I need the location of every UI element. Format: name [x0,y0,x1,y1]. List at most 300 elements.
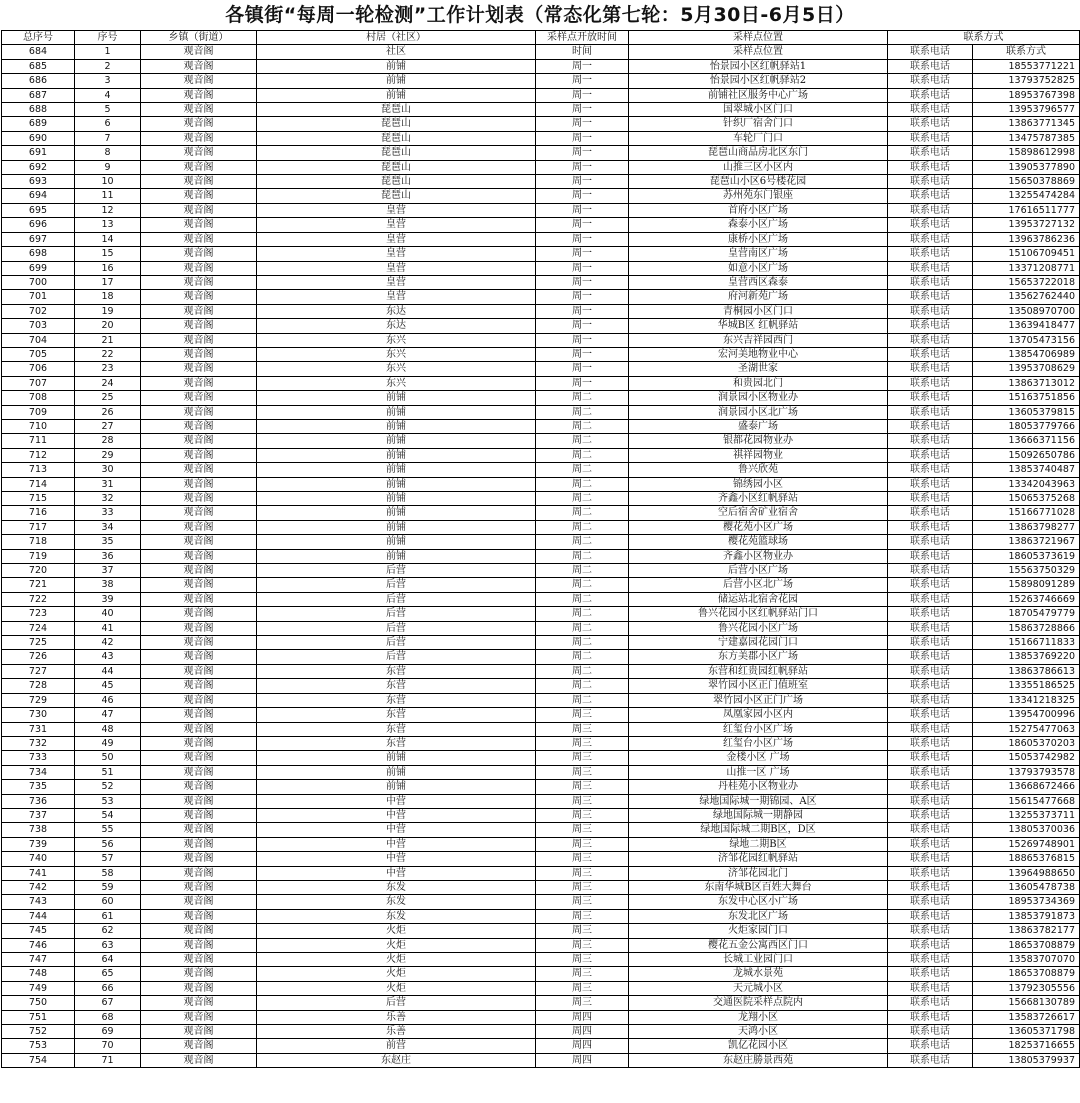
cell-village: 琵琶山 [257,146,536,160]
cell-location: 鲁兴欣苑 [629,463,888,477]
cell-phone: 13953796577 [973,103,1080,117]
cell-phone-label: 联系电话 [888,578,973,592]
cell-total-no: 708 [2,391,75,405]
cell-town: 观音阁 [141,463,257,477]
cell-village: 琵琶山 [257,160,536,174]
cell-seq-no: 42 [75,636,141,650]
cell-location: 绿地国际城一期静园 [629,808,888,822]
cell-village: 皇营 [257,290,536,304]
cell-town: 观音阁 [141,535,257,549]
cell-phone-label: 联系电话 [888,160,973,174]
table-row [2,304,1080,318]
cell-phone: 13605478738 [973,880,1080,894]
cell-phone: 13793752825 [973,74,1080,88]
cell-phone-label: 联系电话 [888,823,973,837]
cell-town: 观音阁 [141,967,257,981]
table-row [2,419,1080,433]
cell-phone-label: 联系电话 [888,203,973,217]
cell-time: 周一 [536,304,629,318]
cell-village: 皇营 [257,247,536,261]
cell-location: 红玺台小区广场 [629,722,888,736]
cell-phone-label: 联系电话 [888,895,973,909]
cell-time: 周三 [536,938,629,952]
cell-time: 周三 [536,852,629,866]
document-title: 各镇街“每周一轮检测”工作计划表（常态化第七轮：5月30日-6月5日） [225,4,855,26]
cell-town: 观音阁 [141,708,257,722]
cell-seq-no: 62 [75,924,141,938]
cell-location: 东南华城B区百姓大舞台 [629,880,888,894]
cell-village: 后营 [257,592,536,606]
cell-town: 观音阁 [141,924,257,938]
table-row [2,650,1080,664]
cell-phone-label: 联系电话 [888,434,973,448]
cell-location: 翠竹园小区正门值班室 [629,679,888,693]
cell-time: 周二 [536,520,629,534]
cell-phone: 15563750329 [973,564,1080,578]
cell-phone: 18605373619 [973,549,1080,563]
cell-village: 火炬 [257,981,536,995]
cell-town: 观音阁 [141,492,257,506]
cell-time: 周一 [536,218,629,232]
cell-total-no: 724 [2,621,75,635]
cell-phone: 15863728866 [973,621,1080,635]
cell-seq-no: 40 [75,607,141,621]
table-row [2,492,1080,506]
cell-town: 观音阁 [141,852,257,866]
cell-total-no: 735 [2,780,75,794]
cell-seq-no: 58 [75,866,141,880]
cell-village: 后营 [257,650,536,664]
cell-phone: 15275477063 [973,722,1080,736]
cell-town: 观音阁 [141,347,257,361]
cell-seq-no: 26 [75,405,141,419]
cell-time: 周三 [536,765,629,779]
cell-time: 周三 [536,823,629,837]
cell-location: 润景园小区北广场 [629,405,888,419]
cell-seq-no: 45 [75,679,141,693]
cell-total-no: 714 [2,477,75,491]
cell-phone-label: 联系电话 [888,59,973,73]
cell-town: 观音阁 [141,88,257,102]
cell-time: 周二 [536,405,629,419]
cell-village: 前铺 [257,448,536,462]
cell-total-no: 706 [2,362,75,376]
cell-phone-label: 联系电话 [888,708,973,722]
cell-time: 周二 [536,650,629,664]
cell-location: 齐鑫小区红帆驿站 [629,492,888,506]
cell-seq-no: 3 [75,74,141,88]
cell-location: 火炬家园门口 [629,924,888,938]
cell-town: 观音阁 [141,160,257,174]
cell-total-no: 715 [2,492,75,506]
cell-phone-label: 联系电话 [888,664,973,678]
cell-phone: 13954700996 [973,708,1080,722]
cell-location: 锦绣园小区 [629,477,888,491]
cell-location: 车轮厂门口 [629,131,888,145]
cell-seq-no: 7 [75,131,141,145]
cell-time: 周一 [536,319,629,333]
cell-town: 观音阁 [141,664,257,678]
cell-town: 观音阁 [141,722,257,736]
cell-seq-no: 66 [75,981,141,995]
cell-town: 观音阁 [141,304,257,318]
cell-phone-label: 联系电话 [888,520,973,534]
cell-town: 观音阁 [141,650,257,664]
cell-town: 观音阁 [141,981,257,995]
cell-phone: 15650378869 [973,175,1080,189]
cell-total-no: 720 [2,564,75,578]
cell-seq-no: 12 [75,203,141,217]
cell-seq-no: 2 [75,59,141,73]
cell-phone-label: 联系电话 [888,333,973,347]
cell-time: 周二 [536,664,629,678]
table-row [2,664,1080,678]
table-row [2,376,1080,390]
cell-phone-label: 联系电话 [888,218,973,232]
cell-time: 周一 [536,232,629,246]
cell-location: 皇营西区森泰 [629,275,888,289]
cell-total-no: 697 [2,232,75,246]
cell-phone: 13863721967 [973,535,1080,549]
cell-location: 东营和红贵园红帆驿站 [629,664,888,678]
cell-phone-label: 联系电话 [888,290,973,304]
cell-phone: 13953727132 [973,218,1080,232]
cell-village: 琵琶山 [257,103,536,117]
cell-village: 东兴 [257,362,536,376]
cell-town: 观音阁 [141,938,257,952]
cell-total-no: 709 [2,405,75,419]
cell-location: 储运站北宿舍花园 [629,592,888,606]
table-row [2,837,1080,851]
cell-location: 康桥小区广场 [629,232,888,246]
cell-total-no: 719 [2,549,75,563]
cell-phone: 18605370203 [973,736,1080,750]
cell-town: 观音阁 [141,1025,257,1039]
cell-phone-label: 联系电话 [888,1025,973,1039]
cell-village: 前铺 [257,463,536,477]
cell-town: 观音阁 [141,996,257,1010]
cell-total-no: 707 [2,376,75,390]
table-row [2,880,1080,894]
cell-town: 观音阁 [141,405,257,419]
cell-location: 首府小区广场 [629,203,888,217]
cell-town: 观音阁 [141,189,257,203]
cell-phone-label: 联系电话 [888,1010,973,1024]
table-row [2,736,1080,750]
cell-phone-label: 联系电话 [888,621,973,635]
cell-town: 观音阁 [141,275,257,289]
table-row [2,722,1080,736]
table-row [2,852,1080,866]
cell-phone: 13255474284 [973,189,1080,203]
cell-phone: 18653708879 [973,967,1080,981]
cell-time: 周二 [536,564,629,578]
cell-village: 皇营 [257,275,536,289]
cell-seq-no: 48 [75,722,141,736]
cell-seq-no: 71 [75,1053,141,1067]
table-row [2,232,1080,246]
cell-town: 观音阁 [141,391,257,405]
cell-time: 周四 [536,1053,629,1067]
table-row [2,448,1080,462]
cell-seq-no: 69 [75,1025,141,1039]
subheader-row [2,45,1080,59]
cell-phone-label: 联系电话 [888,780,973,794]
cell-total-no: 691 [2,146,75,160]
cell-location: 绿地国际城二期B区，D区 [629,823,888,837]
table-row [2,146,1080,160]
cell-phone: 15668130789 [973,996,1080,1010]
cell-time: 周二 [536,434,629,448]
cell-time: 周一 [536,103,629,117]
cell-village: 前铺 [257,59,536,73]
cell-phone-label: 联系电话 [888,146,973,160]
cell-village: 琵琶山 [257,175,536,189]
cell-seq-no: 41 [75,621,141,635]
cell-time: 周一 [536,146,629,160]
subheader-time: 时间 [536,45,629,59]
cell-village: 东发 [257,880,536,894]
cell-village: 后营 [257,607,536,621]
cell-phone-label: 联系电话 [888,636,973,650]
cell-phone-label: 联系电话 [888,117,973,131]
table-row [2,477,1080,491]
cell-location: 宏河美地物业中心 [629,347,888,361]
cell-village: 东达 [257,319,536,333]
cell-phone-label: 联系电话 [888,175,973,189]
cell-location: 凯亿花园小区 [629,1039,888,1053]
cell-location: 针织厂宿舍门口 [629,117,888,131]
header-town: 乡镇（街道） [141,31,257,45]
cell-location: 后营小区广场 [629,564,888,578]
cell-seq-no: 70 [75,1039,141,1053]
table-row [2,405,1080,419]
cell-total-no: 725 [2,636,75,650]
cell-location: 济邹花园红帆驿站 [629,852,888,866]
cell-phone-label: 联系电话 [888,880,973,894]
cell-town: 观音阁 [141,319,257,333]
table-row [2,708,1080,722]
cell-time: 周三 [536,808,629,822]
cell-total-no: 752 [2,1025,75,1039]
cell-village: 东营 [257,708,536,722]
subheader-location: 采样点位置 [629,45,888,59]
cell-phone-label: 联系电话 [888,765,973,779]
first-row-town: 观音阁 [141,45,257,59]
cell-seq-no: 19 [75,304,141,318]
cell-seq-no: 51 [75,765,141,779]
cell-time: 周一 [536,74,629,88]
cell-phone: 18953734369 [973,895,1080,909]
cell-village: 琵琶山 [257,189,536,203]
cell-total-no: 718 [2,535,75,549]
cell-town: 观音阁 [141,549,257,563]
cell-total-no: 688 [2,103,75,117]
cell-seq-no: 63 [75,938,141,952]
cell-location: 丹桂苑小区物业办 [629,780,888,794]
table-row [2,434,1080,448]
cell-time: 周二 [536,693,629,707]
cell-total-no: 740 [2,852,75,866]
cell-village: 前铺 [257,88,536,102]
cell-phone-label: 联系电话 [888,103,973,117]
cell-seq-no: 24 [75,376,141,390]
cell-seq-no: 20 [75,319,141,333]
cell-total-no: 686 [2,74,75,88]
table-row [2,938,1080,952]
cell-total-no: 739 [2,837,75,851]
cell-phone-label: 联系电话 [888,391,973,405]
cell-location: 森泰小区广场 [629,218,888,232]
cell-total-no: 723 [2,607,75,621]
cell-seq-no: 27 [75,419,141,433]
cell-village: 东赵庄 [257,1053,536,1067]
cell-location: 华城B区 红帆驿站 [629,319,888,333]
cell-location: 前铺社区服务中心广场 [629,88,888,102]
cell-phone-label: 联系电话 [888,722,973,736]
cell-phone: 18053779766 [973,419,1080,433]
cell-town: 观音阁 [141,290,257,304]
cell-location: 国翠城小区门口 [629,103,888,117]
table-row [2,319,1080,333]
cell-time: 周二 [536,448,629,462]
cell-seq-no: 28 [75,434,141,448]
cell-phone: 13475787385 [973,131,1080,145]
cell-town: 观音阁 [141,693,257,707]
cell-phone: 13355186525 [973,679,1080,693]
cell-total-no: 745 [2,924,75,938]
cell-time: 周二 [536,621,629,635]
cell-village: 后营 [257,996,536,1010]
header-location: 采样点位置 [629,31,888,45]
cell-location: 盛泰广场 [629,419,888,433]
table-row [2,131,1080,145]
table-row [2,996,1080,1010]
cell-seq-no: 4 [75,88,141,102]
cell-location: 如意小区广场 [629,261,888,275]
cell-phone-label: 联系电话 [888,477,973,491]
cell-total-no: 738 [2,823,75,837]
cell-location: 樱花五金公寓西区门口 [629,938,888,952]
table-row [2,578,1080,592]
cell-phone: 13508970700 [973,304,1080,318]
cell-location: 齐鑫小区物业办 [629,549,888,563]
cell-time: 周二 [536,419,629,433]
cell-town: 观音阁 [141,1010,257,1024]
cell-phone-label: 联系电话 [888,679,973,693]
cell-time: 周一 [536,189,629,203]
cell-village: 东营 [257,693,536,707]
cell-total-no: 685 [2,59,75,73]
cell-location: 山推三区小区内 [629,160,888,174]
table-row [2,261,1080,275]
cell-town: 观音阁 [141,146,257,160]
cell-total-no: 743 [2,895,75,909]
cell-village: 东发 [257,895,536,909]
cell-seq-no: 54 [75,808,141,822]
cell-phone: 13705473156 [973,333,1080,347]
cell-village: 东兴 [257,347,536,361]
cell-time: 周三 [536,866,629,880]
table-row [2,924,1080,938]
cell-location: 后营小区北广场 [629,578,888,592]
cell-town: 观音阁 [141,247,257,261]
cell-phone-label: 联系电话 [888,866,973,880]
cell-town: 观音阁 [141,765,257,779]
cell-total-no: 729 [2,693,75,707]
cell-total-no: 751 [2,1010,75,1024]
cell-phone: 13953708629 [973,362,1080,376]
cell-time: 周三 [536,895,629,909]
cell-seq-no: 13 [75,218,141,232]
cell-town: 观音阁 [141,823,257,837]
cell-village: 后营 [257,636,536,650]
header-village: 村居（社区） [257,31,536,45]
cell-phone-label: 联系电话 [888,189,973,203]
cell-total-no: 698 [2,247,75,261]
cell-village: 乐善 [257,1025,536,1039]
cell-phone-label: 联系电话 [888,938,973,952]
cell-total-no: 704 [2,333,75,347]
cell-time: 周三 [536,880,629,894]
cell-town: 观音阁 [141,880,257,894]
cell-total-no: 754 [2,1053,75,1067]
cell-seq-no: 14 [75,232,141,246]
cell-town: 观音阁 [141,679,257,693]
table-row [2,189,1080,203]
cell-seq-no: 22 [75,347,141,361]
cell-time: 周二 [536,391,629,405]
cell-total-no: 703 [2,319,75,333]
cell-town: 观音阁 [141,362,257,376]
cell-town: 观音阁 [141,866,257,880]
cell-total-no: 742 [2,880,75,894]
cell-village: 后营 [257,578,536,592]
cell-town: 观音阁 [141,953,257,967]
cell-seq-no: 34 [75,520,141,534]
cell-phone-label: 联系电话 [888,693,973,707]
cell-total-no: 700 [2,275,75,289]
cell-location: 和贵园北门 [629,376,888,390]
cell-village: 火炬 [257,953,536,967]
cell-town: 观音阁 [141,261,257,275]
cell-total-no: 722 [2,592,75,606]
cell-phone: 13639418477 [973,319,1080,333]
cell-total-no: 730 [2,708,75,722]
table-row [2,1053,1080,1067]
cell-phone: 13805370036 [973,823,1080,837]
cell-village: 前铺 [257,434,536,448]
table-row [2,463,1080,477]
cell-village: 东兴 [257,376,536,390]
cell-location: 交通医院采样点院内 [629,996,888,1010]
cell-phone: 13666371156 [973,434,1080,448]
cell-village: 前铺 [257,506,536,520]
cell-seq-no: 56 [75,837,141,851]
cell-phone-label: 联系电话 [888,592,973,606]
cell-town: 观音阁 [141,564,257,578]
cell-total-no: 749 [2,981,75,995]
cell-total-no: 702 [2,304,75,318]
table-row [2,679,1080,693]
cell-location: 翠竹园小区正门广场 [629,693,888,707]
cell-time: 周一 [536,376,629,390]
cell-town: 观音阁 [141,419,257,433]
cell-time: 周一 [536,290,629,304]
cell-phone: 13342043963 [973,477,1080,491]
cell-phone-label: 联系电话 [888,967,973,981]
table-row [2,607,1080,621]
